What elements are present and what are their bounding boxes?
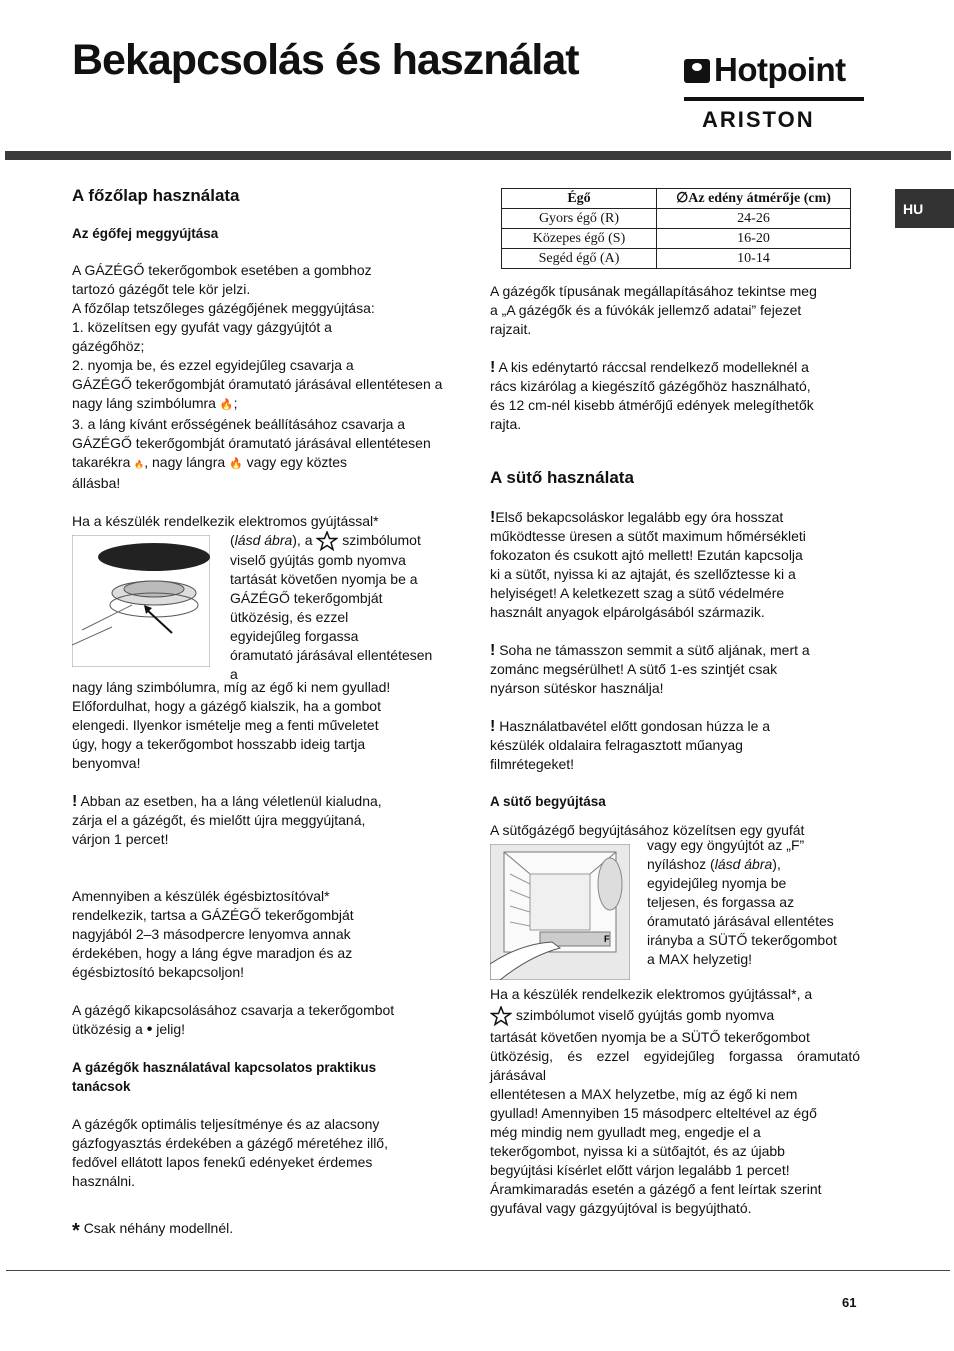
text-fragment: Soha ne támasszon semmit a sütő aljának, mert a — [499, 642, 810, 658]
text-line — [647, 855, 860, 874]
text-line — [490, 717, 860, 736]
text-fragment: jelig! — [156, 1021, 186, 1037]
table-cell: 24-26 — [657, 209, 851, 229]
text-fragment: ütközésig a — [72, 1021, 143, 1037]
text-line: A főzőlap tetszőleges gázégőjének meggyújtása: — [72, 300, 375, 316]
table-cell: Közepes égő (S) — [502, 229, 657, 249]
tips-title — [72, 1058, 444, 1096]
text-line — [72, 792, 444, 811]
text-line: Ha a készülék rendelkezik elektromos gyújtással* — [72, 513, 379, 529]
text-line: Amennyiben a készülék égésbiztosítóval* — [72, 888, 330, 904]
text-line: 2. nyomja be, és ezzel egyidejűleg csavarja a — [72, 357, 354, 373]
oven-ignition-illustration — [490, 844, 630, 980]
table-cell: Gyors égő (R) — [502, 209, 657, 229]
text-line: A gázégők optimális teljesítménye és az alacsony — [72, 1116, 380, 1132]
text-fragment: , nagy lángra — [144, 454, 226, 470]
footnote-mark: * — [72, 1220, 80, 1242]
text-line: gyullad! Amennyiben 15 másodperc elteltével az égő — [490, 1105, 817, 1122]
text-line: úgy, hogy a tekerőgombot hosszabb ideig tartja — [72, 736, 366, 752]
text-fragment: lásd ábra — [234, 532, 293, 548]
warning-film — [490, 717, 860, 774]
text-line: elengedi. Ilyenkor ismételje meg a fenti műveletet — [72, 717, 379, 733]
footnote-text: Csak néhány modellnél. — [83, 1220, 234, 1236]
text-line: működtesse üresen a sütőt maximum hőmérsékleti — [490, 528, 806, 544]
figure-label-f: F — [604, 934, 610, 944]
text-line: a „A gázégők és a fúvókák jellemző adatai” fejezet — [490, 302, 802, 318]
text-line: rajta. — [490, 416, 522, 432]
text-line: tartását követően nyomja be a — [230, 571, 418, 588]
text-fragment: ), a — [292, 532, 313, 548]
brand-logo — [682, 52, 866, 132]
text-line: ellentétesen a MAX helyzetbe, míg az égő ki nem — [490, 1086, 798, 1103]
text-line: ki a sütőt, nyissa ki az ajtaját, és szellőztesse ki a — [490, 566, 796, 582]
large-flame-icon: 🔥 — [219, 399, 234, 411]
text-fragment: takarékra — [72, 454, 131, 470]
text-line: nyárson sütéskor használja! — [490, 680, 664, 696]
warning-icon: ! — [490, 642, 496, 659]
burner-size-table — [501, 188, 851, 269]
text-line — [72, 1020, 444, 1039]
section-title-oven: A sütő használata — [490, 468, 634, 487]
text-fragment: A kis edénytartó ráccsal rendelkező modelleknél a — [498, 359, 809, 375]
text-line: GÁZÉGŐ tekerőgombját óramutató járásával ellentétesen a — [72, 376, 443, 392]
right-column — [490, 282, 860, 1218]
text-line: rajzait. — [490, 321, 532, 337]
subsection-title-ignition: Az égőfej meggyújtása — [72, 226, 219, 241]
text-line: gázfogyasztás érdekében a gázégő méretéhez illő, — [72, 1135, 388, 1151]
text-line: használni. — [72, 1173, 136, 1189]
electric-ignition-text — [230, 531, 444, 684]
text-line: még mindig nem gyulladt meg, engedje el a — [490, 1124, 761, 1141]
text-line: égésbiztosító bekapcsoljon! — [72, 964, 244, 980]
oven-ignition-block — [490, 837, 860, 976]
warning-oven-floor — [490, 641, 860, 698]
page-title: Bekapcsolás és használat — [72, 36, 579, 84]
text-line: ütközésig, és ezzel egyidejűleg forgassa óramutató járásával — [490, 1048, 860, 1084]
text-line: tartását követően nyomja be a SÜTŐ tekerőgombot — [490, 1029, 810, 1046]
burner-ignition-illustration — [72, 535, 210, 667]
text-line: Áramkimaradás esetén a gázégő a fent leírtak szerint — [490, 1181, 822, 1198]
text-line: helyiséget! A keletkezett szag a sütő védelmére — [490, 585, 785, 601]
table-cell: Segéd égő (A) — [502, 249, 657, 269]
text-fragment: Használatbavétel előtt gondosan húzza le a — [499, 718, 771, 734]
text-line: A gázégők típusának megállapításához tekintse meg — [490, 283, 817, 299]
text-line: benyomva! — [72, 755, 141, 771]
text-line: viselő gyújtás gomb nyomva — [230, 552, 406, 569]
text-line: fokozaton és csukott ajtó mellett! Ezután kapcsolja — [490, 547, 803, 563]
text-line: gázégőhöz; — [72, 338, 145, 354]
diameter-icon: ∅ — [676, 191, 689, 206]
logo-sub: ARISTON — [702, 107, 815, 132]
text-line: zárja el a gázégőt, és mielőtt újra meggyújtaná, — [72, 812, 366, 828]
text-line: várjon 1 percet! — [72, 831, 169, 847]
table-cell: 16-20 — [657, 229, 851, 249]
text-line: GÁZÉGŐ tekerőgombját óramutató járásával ellentétesen — [72, 435, 431, 451]
text-line: 1. közelítsen egy gyufát vagy gázgyújtót a — [72, 319, 332, 335]
warning-icon: ! — [72, 793, 78, 810]
text-line: tanácsok — [72, 1079, 131, 1094]
logo-brand: Hotpoint — [714, 51, 846, 88]
text-line: óramutató járásával ellentétes — [647, 913, 834, 929]
text-fragment: lásd ábra — [714, 856, 773, 872]
text-line: 3. a láng kívánt erősségének beállításához csavarja a — [72, 416, 406, 432]
table-row — [502, 249, 851, 269]
text-line — [490, 641, 860, 660]
warning-small-grid — [490, 358, 860, 434]
text-fragment: nagy láng szimbólumra — [72, 395, 216, 411]
ignition-spark-icon — [490, 1006, 512, 1026]
text-line: tartozó gázégőt tele kör jelzi. — [72, 281, 251, 297]
text-line: vagy egy öngyújtót az „F” — [647, 837, 805, 853]
small-flame-icon: 🔥 — [134, 460, 145, 469]
page-number: 61 — [842, 1295, 857, 1310]
text-line: A gázégő kikapcsolásához csavarja a tekerőgombot — [72, 1002, 395, 1018]
table-header-text: Az edény átmérője (cm) — [688, 191, 831, 206]
text-fragment: nyíláshoz ( — [647, 856, 715, 872]
text-line: nagy láng szimbólumra 🔥; — [72, 394, 444, 415]
text-line: egyidejűleg nyomja be — [647, 875, 787, 891]
text-line: és 12 cm-nél kisebb átmérőjű edények melegíthetők — [490, 397, 814, 413]
table-header — [657, 189, 851, 209]
footer-divider — [6, 1270, 950, 1271]
tips-text — [72, 1115, 444, 1191]
large-flame-icon: 🔥 — [229, 458, 243, 470]
text-line: nagyjából 2–3 másodpercre lenyomva annak — [72, 926, 351, 942]
text-line: nagy láng szimbólumra, míg az égő ki nem gyullad! — [72, 679, 391, 695]
table-header-row — [502, 189, 851, 209]
text-line: fedővel ellátott lapos fenekű edényeket érdemes — [72, 1154, 373, 1170]
ignition-text — [72, 261, 444, 493]
safety-device-text — [72, 887, 444, 982]
text-fragment: vagy egy köztes — [246, 454, 348, 470]
text-line — [490, 358, 860, 377]
warning-icon: ! — [490, 718, 496, 735]
text-line: tekerőgombot, nyissa ki a sütőajtót, és az újabb — [490, 1143, 785, 1160]
text-line: gyufával vagy gázgyújtóval is begyújtható. — [490, 1200, 752, 1217]
table-cell: 10-14 — [657, 249, 851, 269]
language-badge: HU — [895, 189, 954, 228]
switch-off-text — [72, 1001, 444, 1039]
text-line: a MAX helyzetig! — [647, 951, 753, 967]
text-line: begyújtási kísérlet előtt várjon legalább 1 percet! — [490, 1162, 790, 1179]
text-line: rács kizárólag a kiegészítő gázégőhöz használható, — [490, 378, 811, 394]
text-line: A gázégők használatával kapcsolatos praktikus — [72, 1060, 377, 1075]
text-line: használt anyagok elpárolgásából származik. — [490, 604, 765, 620]
text-fragment: ( — [230, 532, 235, 548]
text-line: GÁZÉGŐ tekerőgombját — [230, 590, 383, 607]
logo-divider — [684, 97, 864, 101]
ignition-spark-icon — [316, 531, 338, 551]
text-line: teljesen, és forgassa az — [647, 894, 795, 910]
subsection-title-oven-ignition: A sütő begyújtása — [490, 794, 606, 809]
text-line: óramutató járásával ellentétesen a — [230, 647, 433, 683]
warning-first-use — [490, 508, 860, 622]
text-line: érdekében, hogy a láng égve maradjon és az — [72, 945, 353, 961]
text-line: filmrétegeket! — [490, 756, 575, 772]
text-line — [230, 531, 444, 551]
text-line: zománc megsérülhet! A sütő 1-es szintjét csak — [490, 661, 778, 677]
text-line: A sütőgázégő begyújtásához közelítsen egy gyufát — [490, 822, 805, 838]
footnote — [72, 1219, 444, 1241]
text-line — [490, 1006, 860, 1026]
table-header: Égő — [502, 189, 657, 209]
text-line: A GÁZÉGŐ tekerőgombok esetében a gombhoz — [72, 262, 372, 278]
text-fragment: szimbólumot viselő gyújtás gomb nyomva — [515, 1007, 775, 1023]
left-column — [72, 186, 444, 1241]
oven-ignition-text — [647, 836, 860, 969]
text-fragment: ), — [772, 856, 781, 872]
warning-icon: ! — [490, 359, 496, 376]
off-dot-icon: • — [146, 1021, 153, 1038]
text-line: ütközésig, és ezzel — [230, 609, 349, 626]
text-line — [72, 453, 444, 474]
section-title-cooktop: A főzőlap használata — [72, 186, 240, 205]
table-row — [502, 209, 851, 229]
text-line: egyidejűleg forgassa — [230, 628, 359, 645]
text-line — [490, 508, 860, 527]
warning-flame-out — [72, 792, 444, 849]
hotpoint-logo-icon — [684, 59, 710, 83]
text-line: irányba a SÜTŐ tekerőgombot — [647, 932, 837, 948]
text-fragment: szimbólumot — [342, 532, 421, 548]
electric-ignition-block — [72, 531, 444, 683]
text-line: rendelkezik, tartsa a GÁZÉGŐ tekerőgombját — [72, 907, 354, 923]
table-row — [502, 229, 851, 249]
text-fragment: Abban az esetben, ha a láng véletlenül kialudna, — [80, 793, 382, 809]
text-line: állásba! — [72, 475, 121, 491]
warning-icon: ! — [490, 509, 496, 526]
header-divider — [5, 151, 951, 160]
text-line: Előfordulhat, hogy a gázégő kialszik, ha a gombot — [72, 698, 381, 714]
text-fragment: Első bekapcsoláskor legalább egy óra hosszat — [495, 509, 784, 525]
text-line: Ha a készülék rendelkezik elektromos gyújtással*, a — [490, 986, 813, 1002]
text-line: készülék oldalaira felragasztott műanyag — [490, 737, 743, 753]
